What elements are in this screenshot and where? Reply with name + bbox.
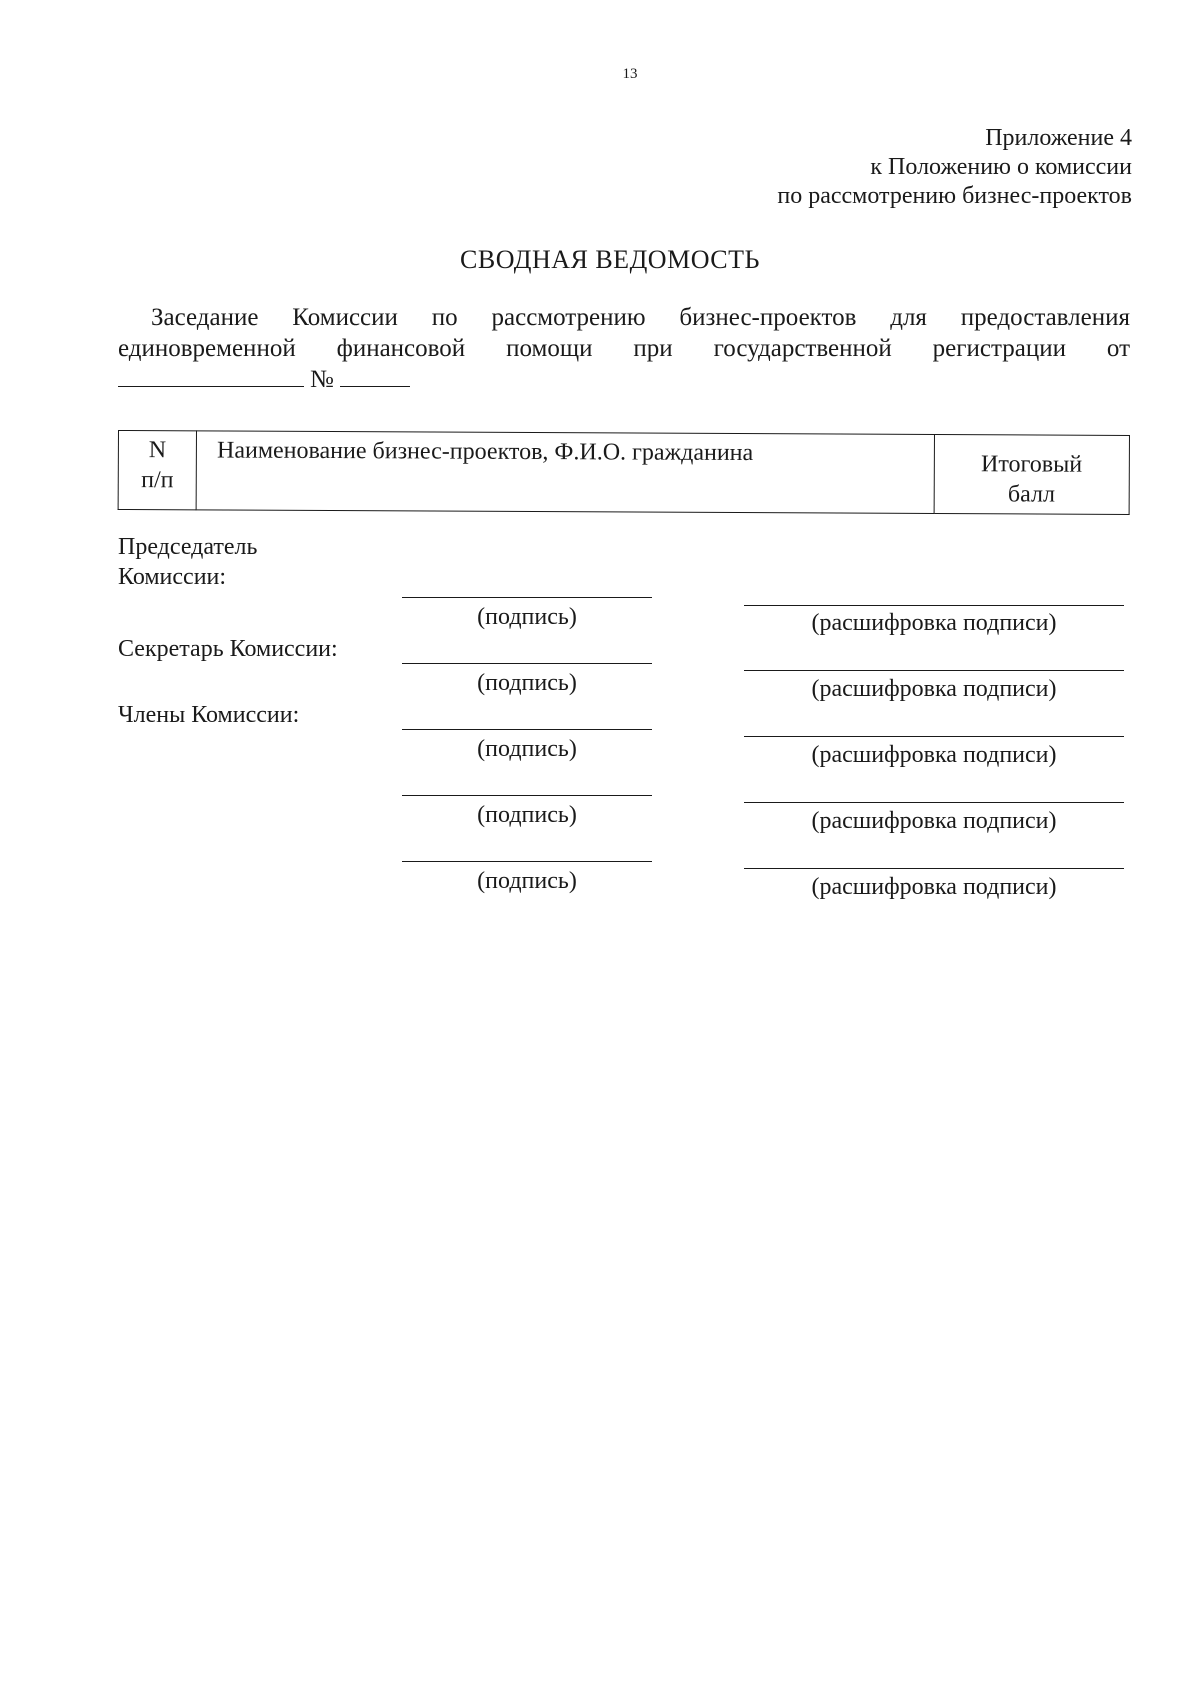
signature-line (402, 597, 652, 598)
header-cell-name: Наименование бизнес-проектов, Ф.И.О. гражданина (196, 431, 934, 514)
header-number-line-1: N (148, 437, 167, 464)
date-blank (118, 364, 304, 387)
signature-caption: (подпись) (477, 736, 577, 762)
signature-caption: (подпись) (477, 670, 577, 696)
signature-caption: (подпись) (477, 802, 577, 828)
header-score-line-2: балл (1007, 481, 1056, 508)
appendix-line-3: по рассмотрению бизнес-проектов (777, 183, 1132, 209)
intro-date-number (118, 364, 410, 395)
signature-decode-caption: (расшифровка подписи) (811, 874, 1057, 900)
signature-decode-caption: (расшифровка подписи) (811, 610, 1057, 636)
number-blank (340, 364, 410, 387)
header-number-line-2: п/п (141, 467, 174, 494)
summary-table (118, 430, 1130, 515)
header-cell-score (934, 434, 1130, 514)
header-score-line-1: Итоговый (981, 451, 1083, 478)
signature-line (402, 861, 652, 862)
signature-caption: (подпись) (477, 868, 577, 894)
page-number: 13 (622, 66, 638, 82)
table-header-row (118, 431, 1129, 515)
signature-decode-line (744, 868, 1124, 869)
signature-decode-line (744, 605, 1124, 606)
number-sign: № (310, 366, 334, 393)
signature-caption: (подпись) (477, 604, 577, 630)
signature-line (402, 795, 652, 796)
signature-decode-caption: (расшифровка подписи) (811, 808, 1057, 834)
role-chairman-line-2: Комиссии: (118, 564, 227, 590)
role-members: Члены Комиссии: (118, 702, 300, 728)
document-title: СВОДНАЯ ВЕДОМОСТЬ (460, 245, 760, 274)
signature-line (402, 663, 652, 664)
role-chairman-line-1: Председатель (118, 534, 258, 560)
signature-decode-caption: (расшифровка подписи) (811, 676, 1057, 702)
signature-line (402, 729, 652, 730)
appendix-line-1: Приложение 4 (985, 125, 1132, 151)
signature-decode-line (744, 670, 1124, 671)
signature-decode-line (744, 736, 1124, 737)
role-chairman (118, 532, 257, 592)
appendix-header (777, 124, 1132, 211)
header-cell-number (118, 431, 197, 510)
signature-decode-caption: (расшифровка подписи) (811, 742, 1057, 768)
intro-paragraph: Заседание Комиссии по рассмотрению бизнес-проектов для предоставления единовременной финансовой помощи при государственной регистрации от (118, 304, 1130, 362)
signature-decode-line (744, 802, 1124, 803)
role-secretary: Секретарь Комиссии: (118, 636, 338, 662)
appendix-line-2: к Положению о комиссии (870, 154, 1132, 180)
